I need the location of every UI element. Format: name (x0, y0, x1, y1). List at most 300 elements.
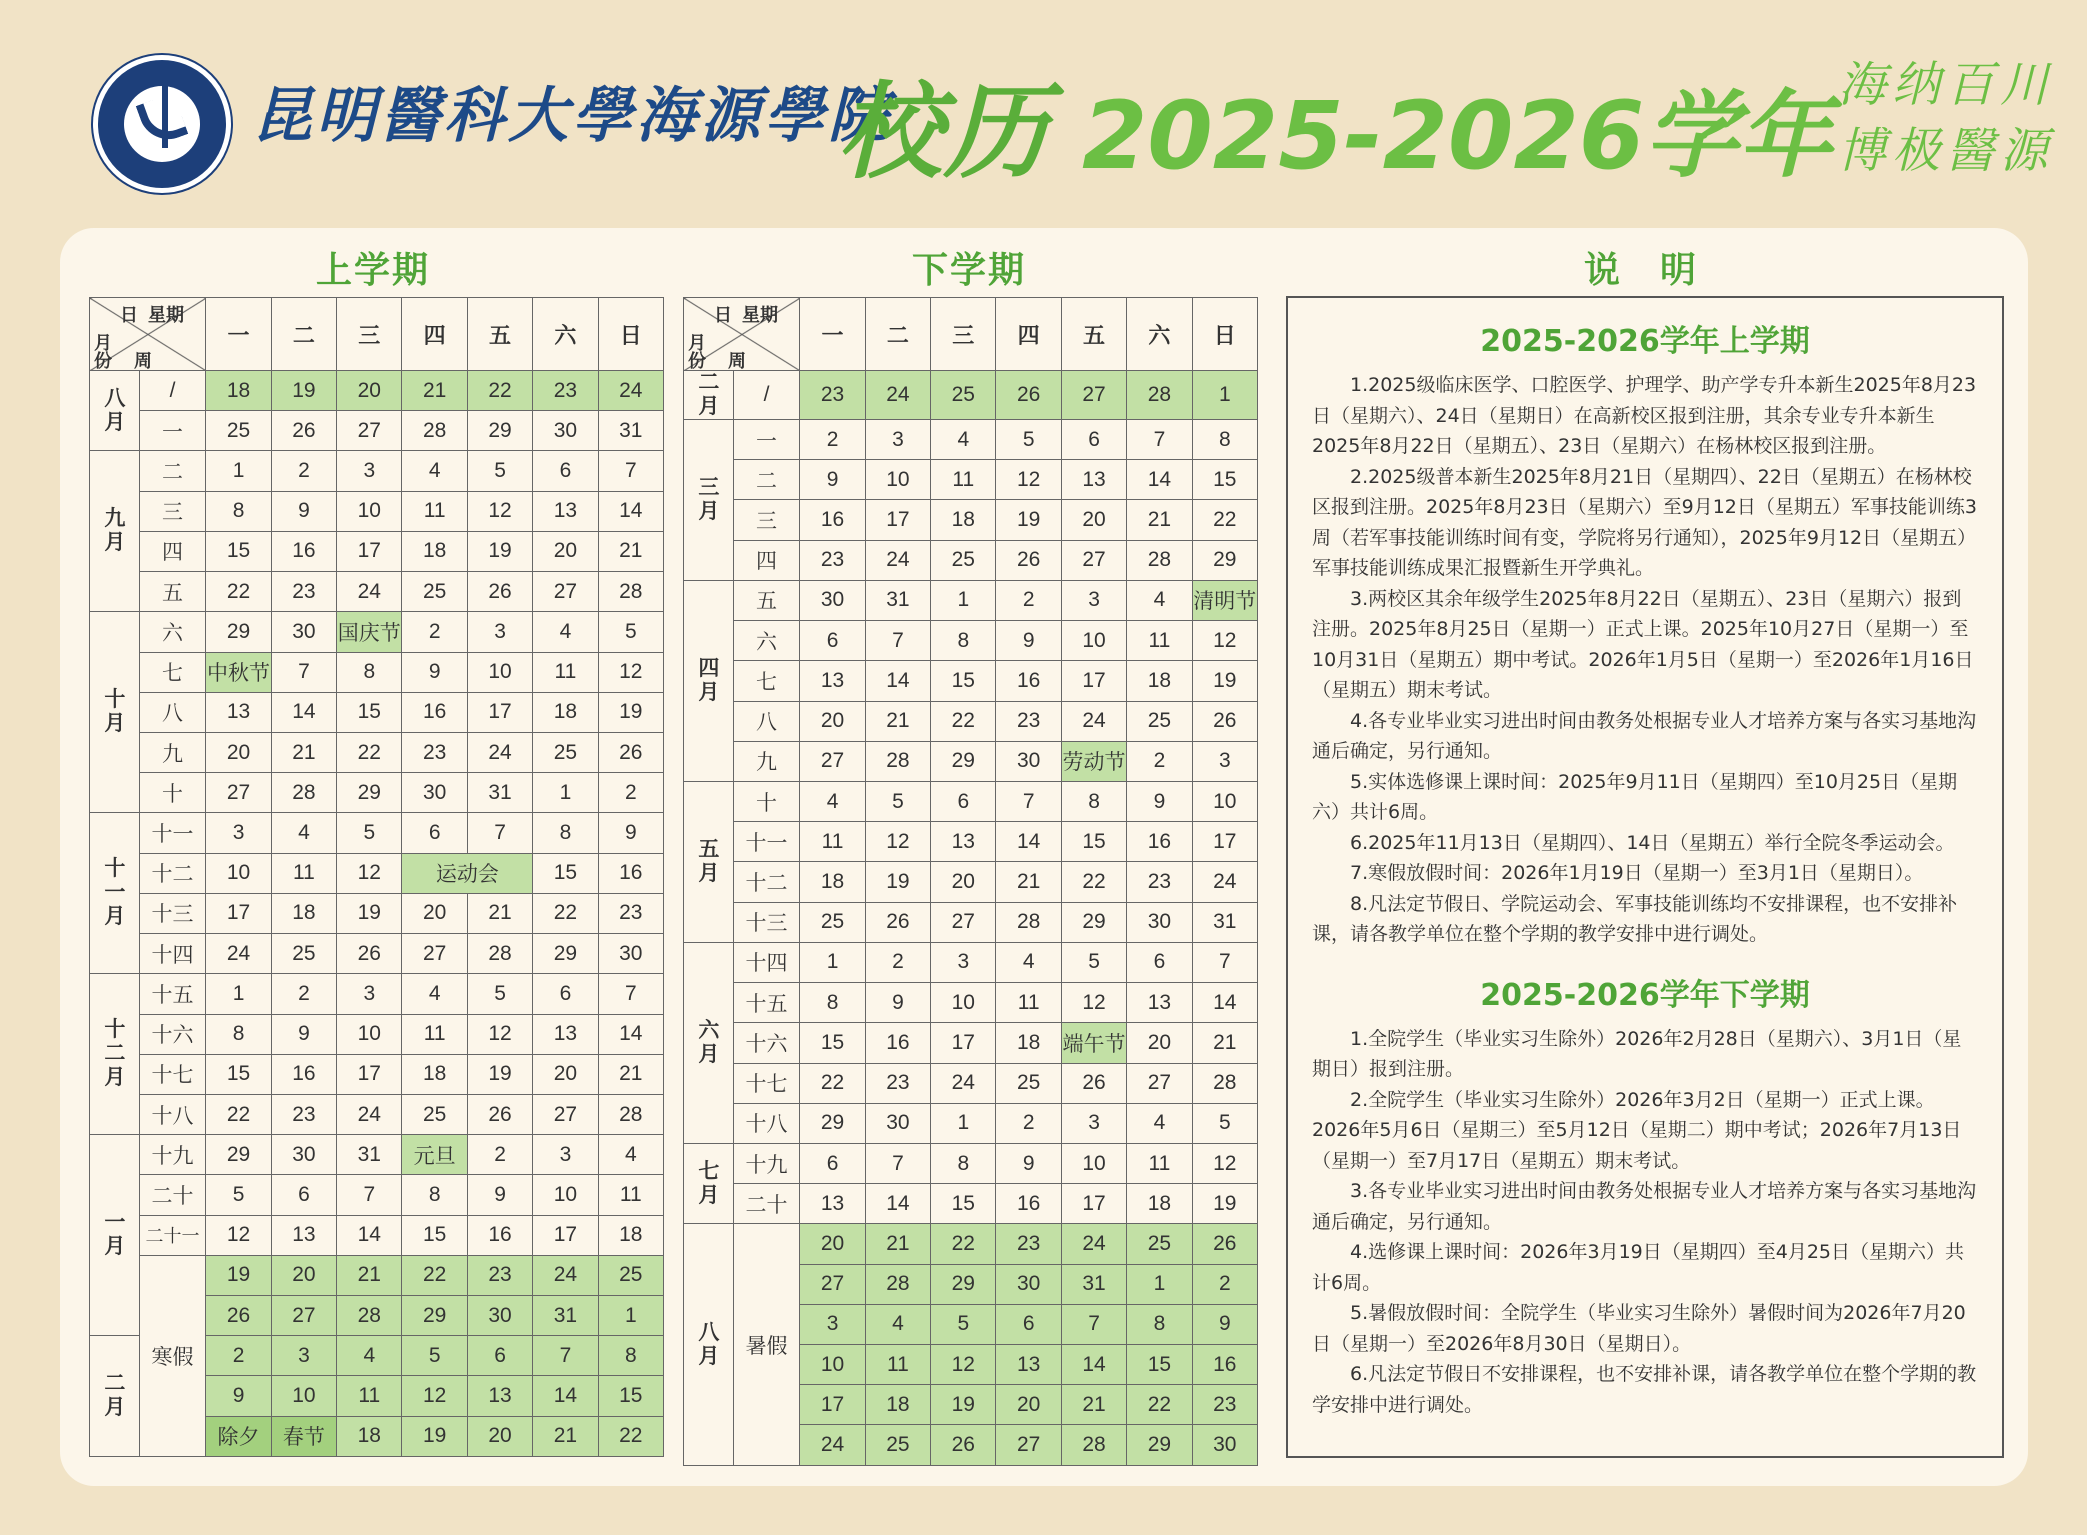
week-number: 十四 (733, 942, 800, 982)
day-cell: 8 (931, 1143, 996, 1183)
day-cell: 11 (337, 1376, 402, 1416)
day-cell: 19 (206, 1255, 271, 1295)
day-cell: 22 (337, 732, 402, 772)
day-cell: 12 (1061, 983, 1126, 1023)
day-cell: 26 (337, 934, 402, 974)
day-cell: 9 (800, 460, 865, 500)
header (0, 0, 2087, 225)
day-cell: 8 (206, 491, 271, 531)
day-cell: 23 (800, 540, 865, 580)
day-cell: 5 (931, 1304, 996, 1344)
day-cell: 29 (800, 1103, 865, 1143)
day-cell: 3 (533, 1135, 598, 1175)
month-label (90, 612, 140, 813)
weekday-header: 一 (800, 298, 865, 371)
day-cell: 13 (996, 1345, 1061, 1385)
day-cell: 22 (1192, 500, 1257, 540)
week-row (684, 1184, 1258, 1224)
week-row (90, 1215, 664, 1255)
motto-line-1: 海纳百川 (1838, 57, 2055, 113)
week-number: 十九 (139, 1135, 206, 1175)
corner-week: 周 (134, 351, 152, 371)
day-cell: 13 (206, 692, 271, 732)
week-row (684, 983, 1258, 1023)
day-cell: 24 (533, 1255, 598, 1295)
day-cell: 28 (402, 411, 467, 451)
day-cell: 31 (533, 1296, 598, 1336)
week-number: 二十 (139, 1175, 206, 1215)
day-cell: 1 (931, 1103, 996, 1143)
day-cell: 26 (996, 540, 1061, 580)
day-cell: 7 (533, 1336, 598, 1376)
day-cell: 2 (271, 451, 336, 491)
weekday-header: 六 (533, 298, 598, 371)
day-cell: 19 (865, 862, 930, 902)
day-cell: 26 (467, 1094, 532, 1134)
notes-box (1286, 296, 2004, 1458)
day-cell: 8 (533, 813, 598, 853)
day-cell: 11 (865, 1345, 930, 1385)
day-cell: 17 (865, 500, 930, 540)
day-cell: 19 (467, 1054, 532, 1094)
day-cell: 22 (800, 1063, 865, 1103)
vacation-label-text: 寒假 (151, 1345, 194, 1369)
day-cell: 18 (996, 1023, 1061, 1063)
day-cell: 1 (598, 1296, 663, 1336)
week-number: 十五 (139, 974, 206, 1014)
day-cell: 5 (337, 813, 402, 853)
day-cell: 22 (206, 1094, 271, 1134)
day-cell: 14 (598, 1014, 663, 1054)
day-cell: 23 (1127, 862, 1192, 902)
day-cell: 13 (931, 822, 996, 862)
week-number: 四 (733, 540, 800, 580)
day-cell: 29 (533, 934, 598, 974)
week-number: 三 (139, 491, 206, 531)
week-row (90, 732, 664, 772)
month-label (90, 371, 140, 451)
day-cell: 4 (1127, 1103, 1192, 1143)
day-cell: 24 (206, 934, 271, 974)
day-cell: 23 (800, 371, 865, 420)
vacation-label (139, 1255, 206, 1456)
day-cell: 14 (1061, 1345, 1126, 1385)
day-cell: 18 (206, 371, 271, 411)
day-cell: 16 (402, 692, 467, 732)
note-paragraph: 3.各专业毕业实习进出时间由教务处根据专业人才培养方案与各实习基地沟通后确定，另行通知。 (1312, 1180, 1977, 1233)
day-cell: 11 (402, 491, 467, 531)
day-cell: 19 (931, 1385, 996, 1425)
day-cell: 27 (1061, 371, 1126, 420)
day-cell: 10 (467, 652, 532, 692)
day-cell: 24 (1061, 1224, 1126, 1264)
weekday-header: 日 (598, 298, 663, 371)
day-cell: 21 (271, 732, 336, 772)
day-cell: 11 (1127, 1143, 1192, 1183)
day-cell: 5 (996, 420, 1061, 460)
note-paragraph: 1.全院学生（毕业实习生除外）2026年2月28日（星期六）、3月1日（星期日）报到注册。 (1312, 1027, 1962, 1080)
week-row (684, 1224, 1258, 1264)
weekday-header: 二 (865, 298, 930, 371)
month-label-text: 十一月 (104, 857, 126, 929)
week-number: 二十 (733, 1184, 800, 1224)
day-cell: 19 (337, 893, 402, 933)
week-number: 九 (139, 732, 206, 772)
week-number: 十六 (733, 1023, 800, 1063)
day-cell: 12 (598, 652, 663, 692)
corner-weekday: 星期 (742, 305, 778, 325)
day-cell: 7 (1192, 942, 1257, 982)
day-cell: 24 (598, 371, 663, 411)
day-cell: 27 (800, 1264, 865, 1304)
day-cell: 20 (206, 732, 271, 772)
day-cell: 25 (1127, 1224, 1192, 1264)
day-cell: 23 (271, 572, 336, 612)
week-row (684, 781, 1258, 821)
day-cell: 17 (337, 1054, 402, 1094)
day-cell: 20 (467, 1416, 532, 1456)
day-cell: 29 (467, 411, 532, 451)
week-row (90, 1054, 664, 1094)
day-cell: 24 (931, 1063, 996, 1103)
day-cell: 20 (271, 1255, 336, 1295)
day-cell: 6 (800, 621, 865, 661)
month-label-text: 二月 (698, 371, 720, 418)
day-cell: 18 (533, 692, 598, 732)
day-cell: 29 (206, 612, 271, 652)
day-cell: 17 (1061, 661, 1126, 701)
day-cell: 29 (1061, 902, 1126, 942)
week-row (90, 1014, 664, 1054)
day-cell: 1 (533, 773, 598, 813)
day-cell: 7 (996, 781, 1061, 821)
week-number: 十七 (733, 1063, 800, 1103)
day-cell: 10 (1061, 1143, 1126, 1183)
day-cell: 7 (598, 451, 663, 491)
day-cell: 6 (402, 813, 467, 853)
day-cell: 13 (271, 1215, 336, 1255)
week-row (684, 500, 1258, 540)
week-number: 十八 (139, 1094, 206, 1134)
month-label-text: 十二月 (104, 1018, 126, 1090)
day-cell: 20 (337, 371, 402, 411)
week-number: / (139, 371, 206, 411)
day-cell: 7 (271, 652, 336, 692)
day-cell: 2 (467, 1135, 532, 1175)
day-cell: 劳动节 (1061, 741, 1126, 781)
day-cell: 17 (533, 1215, 598, 1255)
day-cell: 29 (1127, 1425, 1192, 1465)
week-row (684, 822, 1258, 862)
day-cell: 23 (533, 371, 598, 411)
day-cell: 20 (800, 1224, 865, 1264)
week-number: 十四 (139, 934, 206, 974)
day-cell: 23 (996, 701, 1061, 741)
day-cell: 29 (206, 1135, 271, 1175)
day-cell: 30 (1127, 902, 1192, 942)
day-cell: 4 (1127, 580, 1192, 620)
day-cell: 9 (206, 1376, 271, 1416)
day-cell: 24 (467, 732, 532, 772)
day-cell: 16 (996, 1184, 1061, 1224)
week-number: 十 (139, 773, 206, 813)
month-label (90, 451, 140, 612)
day-cell: 23 (1192, 1385, 1257, 1425)
day-cell: 4 (865, 1304, 930, 1344)
day-cell: 25 (800, 902, 865, 942)
day-cell: 4 (800, 781, 865, 821)
corner-month: 月份 (94, 333, 112, 371)
vacation-label-text: 暑假 (745, 1334, 788, 1358)
week-row (90, 411, 664, 451)
month-label-text: 四月 (698, 656, 720, 704)
day-cell: 15 (598, 1376, 663, 1416)
day-cell: 18 (800, 862, 865, 902)
week-row (90, 451, 664, 491)
day-cell: 元旦 (402, 1135, 467, 1175)
day-cell: 4 (402, 451, 467, 491)
corner-weekday: 星期 (148, 305, 184, 325)
day-cell: 23 (271, 1094, 336, 1134)
day-cell: 11 (598, 1175, 663, 1215)
day-cell: 15 (1127, 1345, 1192, 1385)
day-cell: 3 (1192, 741, 1257, 781)
week-row (90, 692, 664, 732)
day-cell: 3 (337, 974, 402, 1014)
day-cell: 11 (931, 460, 996, 500)
day-cell: 22 (931, 701, 996, 741)
day-cell: 3 (1061, 580, 1126, 620)
day-cell: 15 (337, 692, 402, 732)
day-cell: 16 (996, 661, 1061, 701)
notes-sem2-list (1288, 1024, 2002, 1421)
month-label-text: 六月 (698, 1018, 720, 1066)
day-cell: 6 (800, 1143, 865, 1183)
day-cell: 10 (1192, 781, 1257, 821)
day-cell: 1 (931, 580, 996, 620)
sem1-title: 上学期 (316, 250, 431, 291)
week-row (90, 853, 664, 893)
notes-sem1-list (1288, 370, 2002, 950)
day-cell: 10 (533, 1175, 598, 1215)
week-row (90, 773, 664, 813)
day-cell: 16 (271, 1054, 336, 1094)
day-cell: 2 (996, 580, 1061, 620)
day-cell: 7 (865, 1143, 930, 1183)
day-cell: 10 (800, 1345, 865, 1385)
day-cell: 16 (467, 1215, 532, 1255)
day-cell: 9 (865, 983, 930, 1023)
day-cell: 5 (865, 781, 930, 821)
day-cell: 30 (533, 411, 598, 451)
day-cell: 13 (800, 1184, 865, 1224)
day-cell: 20 (402, 893, 467, 933)
day-cell: 2 (206, 1336, 271, 1376)
day-cell: 29 (1192, 540, 1257, 580)
corner-week: 周 (728, 351, 746, 371)
day-cell: 10 (337, 1014, 402, 1054)
day-cell: 9 (467, 1175, 532, 1215)
day-cell: 15 (1061, 822, 1126, 862)
day-cell: 9 (996, 1143, 1061, 1183)
day-cell: 31 (598, 411, 663, 451)
day-cell: 31 (337, 1135, 402, 1175)
day-cell: 28 (598, 572, 663, 612)
day-cell: 30 (865, 1103, 930, 1143)
notes-sem2-heading: 2025-2026学年下学期 (1480, 977, 1810, 1013)
week-row (90, 1135, 664, 1175)
week-number: 十七 (139, 1054, 206, 1094)
motto (1838, 52, 2054, 184)
day-cell: 2 (1127, 741, 1192, 781)
day-cell: 30 (467, 1296, 532, 1336)
day-cell: 23 (467, 1255, 532, 1295)
day-cell: 3 (800, 1304, 865, 1344)
week-row (90, 1175, 664, 1215)
day-cell: 27 (402, 934, 467, 974)
day-cell: 23 (996, 1224, 1061, 1264)
day-cell: 2 (996, 1103, 1061, 1143)
day-cell: 8 (598, 1336, 663, 1376)
week-row (684, 741, 1258, 781)
week-number: / (733, 371, 800, 420)
week-row (90, 612, 664, 652)
day-cell: 22 (1061, 862, 1126, 902)
day-cell: 12 (467, 1014, 532, 1054)
day-cell: 7 (337, 1175, 402, 1215)
month-label (90, 813, 140, 974)
day-cell: 8 (931, 621, 996, 661)
day-cell: 21 (598, 1054, 663, 1094)
day-cell: 17 (800, 1385, 865, 1425)
day-cell: 23 (598, 893, 663, 933)
day-cell: 7 (467, 813, 532, 853)
day-cell: 6 (533, 974, 598, 1014)
corner-month: 月份 (688, 333, 706, 371)
month-label (684, 1224, 734, 1465)
week-row (90, 974, 664, 1014)
weekday-header: 四 (402, 298, 467, 371)
month-label-text: 五月 (698, 837, 720, 885)
note-paragraph: 8.凡法定节假日、学院运动会、军事技能训练均不安排课程，也不安排补课，请各教学单位在整个学期的教学安排中进行调处。 (1312, 892, 1958, 945)
day-cell: 15 (931, 661, 996, 701)
weekday-header: 四 (996, 298, 1061, 371)
note-paragraph: 5.实体选修课上课时间：2025年9月11日（星期四）至10月25日（星期六）共计6周。 (1312, 770, 1958, 823)
day-cell: 13 (467, 1376, 532, 1416)
day-cell: 8 (1192, 420, 1257, 460)
day-cell: 30 (402, 773, 467, 813)
month-label-text: 七月 (698, 1159, 720, 1207)
day-cell: 25 (271, 934, 336, 974)
week-number: 四 (139, 531, 206, 571)
corner-header (90, 298, 206, 371)
day-cell: 20 (1127, 1023, 1192, 1063)
day-cell: 6 (931, 781, 996, 821)
month-label-text: 八月 (698, 1320, 720, 1368)
day-cell: 31 (865, 580, 930, 620)
day-cell: 3 (337, 451, 402, 491)
day-cell: 3 (206, 813, 271, 853)
day-cell: 17 (337, 531, 402, 571)
week-row (684, 540, 1258, 580)
day-cell: 7 (1127, 420, 1192, 460)
day-cell: 5 (467, 451, 532, 491)
day-cell: 4 (598, 1135, 663, 1175)
day-cell: 28 (337, 1296, 402, 1336)
week-number: 五 (733, 580, 800, 620)
day-cell: 21 (1127, 500, 1192, 540)
day-cell: 11 (1127, 621, 1192, 661)
day-cell: 25 (598, 1255, 663, 1295)
day-cell: 5 (598, 612, 663, 652)
day-cell: 29 (931, 1264, 996, 1304)
week-row (684, 902, 1258, 942)
day-cell: 23 (865, 1063, 930, 1103)
week-row (90, 813, 664, 853)
week-number: 六 (139, 612, 206, 652)
week-row (684, 460, 1258, 500)
day-cell: 25 (533, 732, 598, 772)
day-cell: 13 (533, 1014, 598, 1054)
day-cell: 30 (996, 741, 1061, 781)
day-cell: 14 (337, 1215, 402, 1255)
day-cell: 25 (402, 1094, 467, 1134)
month-label (90, 1336, 140, 1457)
day-cell: 28 (996, 902, 1061, 942)
day-cell: 31 (1061, 1264, 1126, 1304)
day-cell: 11 (996, 983, 1061, 1023)
day-cell: 15 (800, 1023, 865, 1063)
day-cell: 15 (931, 1184, 996, 1224)
week-number: 十一 (733, 822, 800, 862)
week-number: 七 (733, 661, 800, 701)
day-cell: 20 (533, 1054, 598, 1094)
day-cell: 28 (865, 1264, 930, 1304)
day-cell: 18 (931, 500, 996, 540)
day-cell: 17 (467, 692, 532, 732)
day-cell: 3 (271, 1336, 336, 1376)
day-cell: 25 (931, 540, 996, 580)
month-label (684, 420, 734, 581)
day-cell: 16 (1127, 822, 1192, 862)
day-cell: 21 (337, 1255, 402, 1295)
day-cell: 8 (800, 983, 865, 1023)
day-cell: 9 (1192, 1304, 1257, 1344)
day-cell: 12 (467, 491, 532, 531)
university-logo (93, 55, 231, 193)
week-number: 三 (733, 500, 800, 540)
day-cell: 22 (206, 572, 271, 612)
day-cell: 2 (271, 974, 336, 1014)
day-cell: 27 (996, 1425, 1061, 1465)
day-cell: 24 (865, 371, 930, 420)
day-cell: 21 (402, 371, 467, 411)
day-cell: 18 (402, 531, 467, 571)
day-cell: 11 (402, 1014, 467, 1054)
day-cell: 27 (206, 773, 271, 813)
day-cell: 14 (865, 1184, 930, 1224)
week-row (684, 661, 1258, 701)
day-cell: 国庆节 (337, 612, 402, 652)
day-cell: 25 (865, 1425, 930, 1465)
week-row (684, 621, 1258, 661)
day-cell: 29 (337, 773, 402, 813)
day-cell: 28 (1061, 1425, 1126, 1465)
month-label-text: 十月 (104, 688, 126, 736)
day-cell: 10 (206, 853, 271, 893)
week-row (90, 1094, 664, 1134)
day-cell: 2 (865, 942, 930, 982)
